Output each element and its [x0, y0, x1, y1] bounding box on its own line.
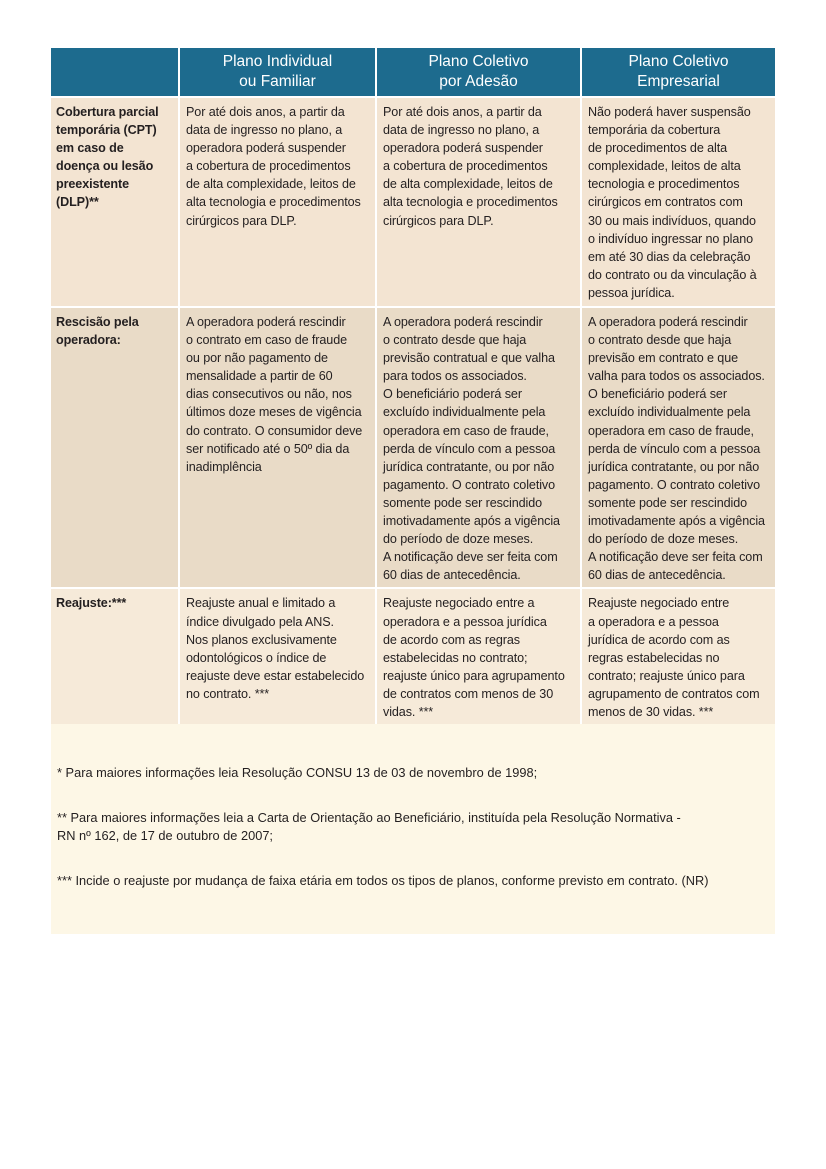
- cell-cpt-empresarial: Não poderá haver suspensão temporária da cobertura de procedimentos de alta complexidade, leitos de alta tecnologia e procedimentos cirúrgicos em contratos com 30 ou mais indivíduos, quando o indivíduo ingressar no plano em até 30 dias da celebração do contrato ou da vinculação à pessoa jurídica.: [580, 96, 775, 306]
- table-row-rescisao: [51, 306, 775, 587]
- cell-reajuste-empresarial: Reajuste negociado entre a operadora e a pessoa jurídica de acordo com as regras estabelecidas no contrato; reajuste único para agrupamento de contratos com menos de 30 vidas. ***: [580, 587, 775, 724]
- table-header-row: [51, 48, 775, 96]
- footnote-consu: * Para maiores informações leia Resolução CONSU 13 de 03 de novembro de 1998;: [57, 765, 538, 781]
- header-plano-coletivo-adesao: Plano Coletivo por Adesão: [375, 48, 580, 96]
- cell-cpt-individual: Por até dois anos, a partir da data de ingresso no plano, a operadora poderá suspender a cobertura de procedimentos de alta complexidade, leitos de alta tecnologia e procedimentos cirúrgicos para DLP.: [178, 96, 375, 306]
- document: [51, 48, 775, 934]
- row-label-rescisao: Rescisão pela operadora:: [51, 306, 178, 587]
- footnote-carta-orientacao: ** Para maiores informações leia a Carta de Orientação ao Beneficiário, instituída pela Resolução Normativa - RN nº 162, de 17 de outubro de 2007;: [57, 810, 681, 844]
- cell-reajuste-adesao: Reajuste negociado entre a operadora e a pessoa jurídica de acordo com as regras estabelecidas no contrato; reajuste único para agrupamento de contratos com menos de 30 vidas. ***: [375, 587, 580, 724]
- row-label-reajuste: Reajuste:***: [51, 587, 178, 724]
- table-row-reajuste: [51, 587, 775, 724]
- footnotes-box: [51, 724, 775, 934]
- cell-rescisao-empresarial: A operadora poderá rescindir o contrato desde que haja previsão em contrato e que valha para todos os associados. O beneficiário poderá ser excluído individualmente pela operadora em caso de fraude, perda de vínculo com a pessoa jurídica contratante, ou por não pagamento. O contrato coletivo somente pode ser rescindido imotivadamente após a vigência do período de doze meses. A notificação deve ser feita com 60 dias de antecedência.: [580, 306, 775, 587]
- plan-comparison-table: [51, 48, 775, 724]
- cell-reajuste-individual: Reajuste anual e limitado a índice divulgado pela ANS. Nos planos exclusivamente odontológicos o índice de reajuste deve estar estabelecido no contrato. ***: [178, 587, 375, 724]
- cell-rescisao-adesao: A operadora poderá rescindir o contrato desde que haja previsão contratual e que valha para todos os associados. O beneficiário poderá ser excluído individualmente pela operadora em caso de fraude, perda de vínculo com a pessoa jurídica contratante, ou por não pagamento. O contrato coletivo somente pode ser rescindido imotivadamente após a vigência do período de doze meses. A notificação deve ser feita com 60 dias de antecedência.: [375, 306, 580, 587]
- row-label-cpt: Cobertura parcial temporária (CPT) em caso de doença ou lesão preexistente (DLP)**: [51, 96, 178, 306]
- header-plano-coletivo-empresarial: Plano Coletivo Empresarial: [580, 48, 775, 96]
- header-empty-cell: [51, 48, 178, 96]
- header-plano-individual: Plano Individual ou Familiar: [178, 48, 375, 96]
- footnote-reajuste-faixa-etaria: *** Incide o reajuste por mudança de faixa etária em todos os tipos de planos, conforme previsto em contrato. (NR): [57, 873, 709, 889]
- cell-rescisao-individual: A operadora poderá rescindir o contrato em caso de fraude ou por não pagamento de mensalidade a partir de 60 dias consecutivos ou não, nos últimos doze meses de vigência do contrato. O consumidor deve ser notificado até o 50º dia da inadimplência: [178, 306, 375, 587]
- cell-cpt-adesao: Por até dois anos, a partir da data de ingresso no plano, a operadora poderá suspender a cobertura de procedimentos de alta complexidade, leitos de alta tecnologia e procedimentos cirúrgicos para DLP.: [375, 96, 580, 306]
- table-row-cpt: [51, 96, 775, 306]
